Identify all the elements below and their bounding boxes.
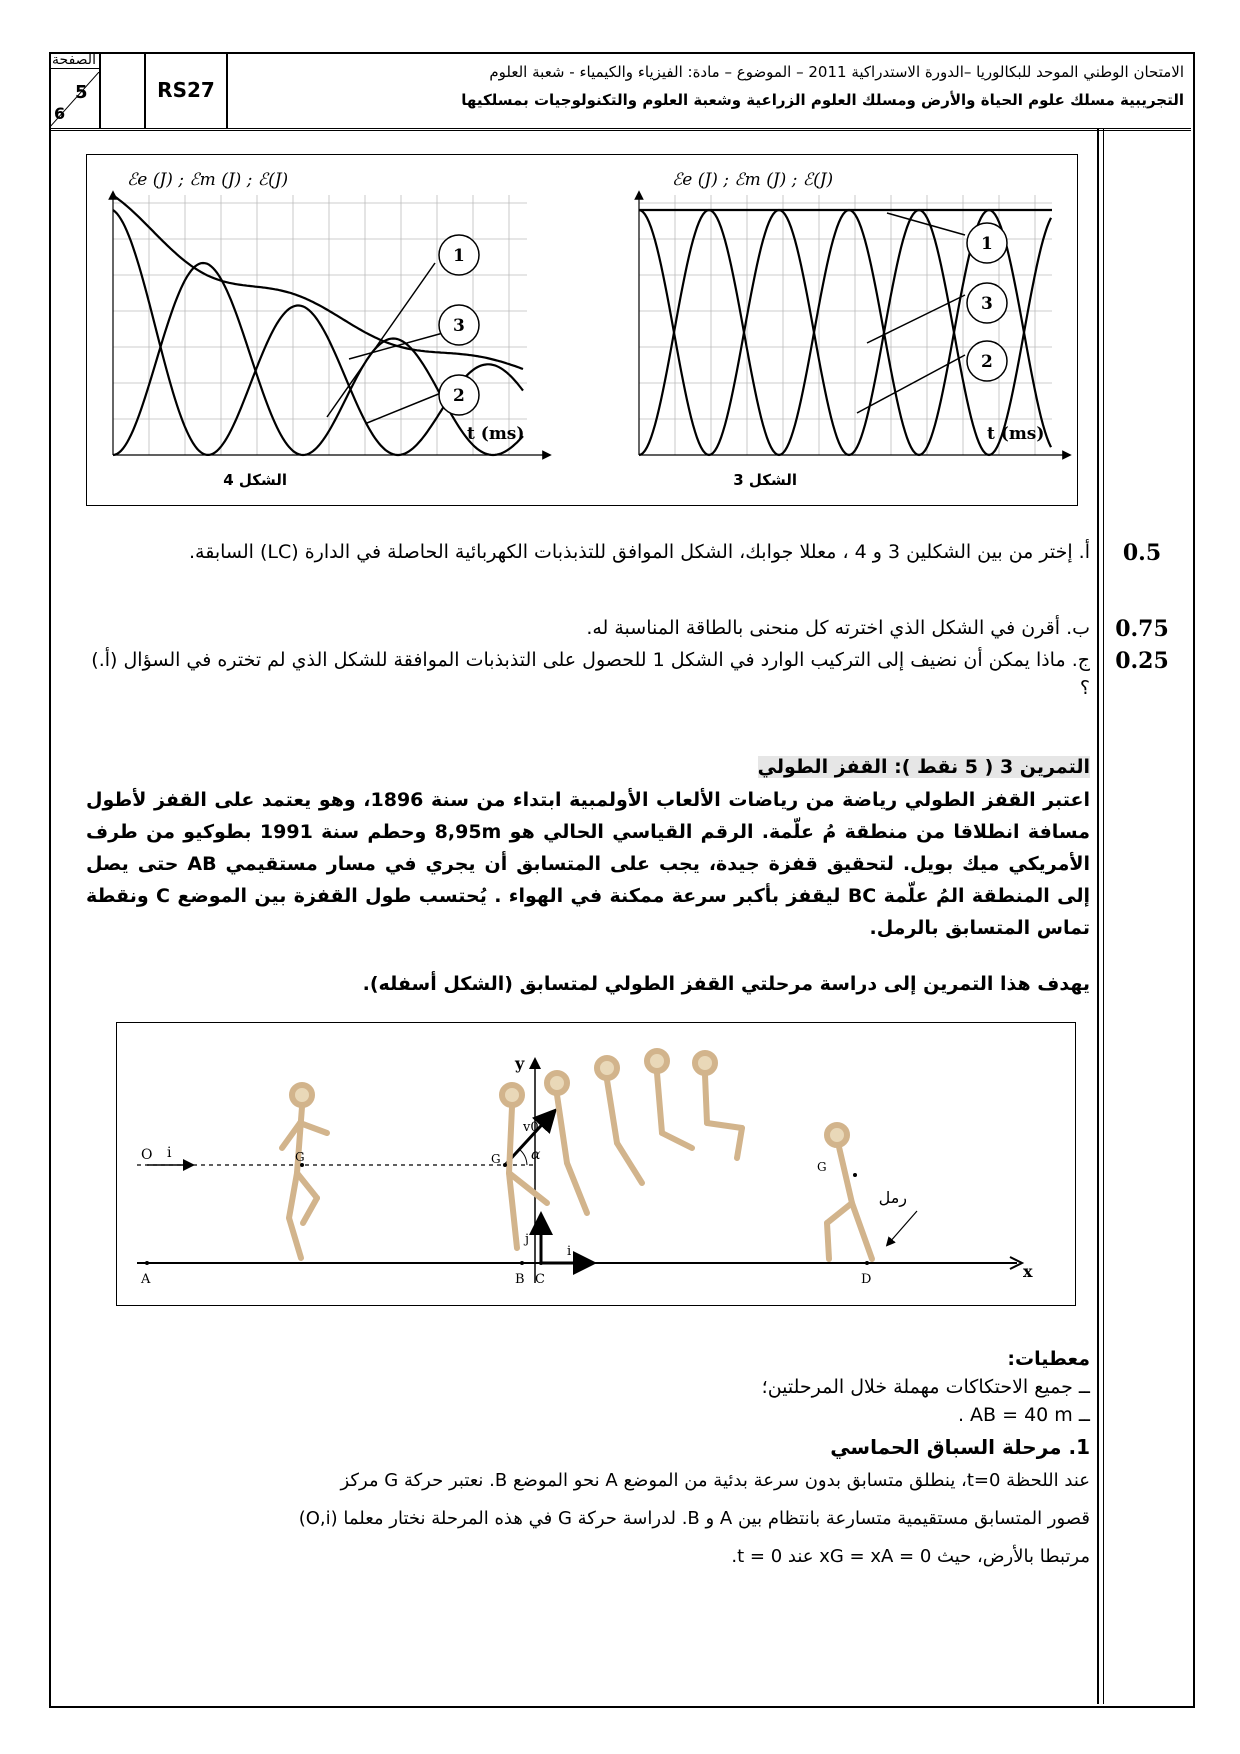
point-B-label: B — [515, 1272, 525, 1287]
fig4-y-axis-label: ℰe (J) ; ℰm (J) ; ℰ(J) — [127, 170, 289, 190]
score-column-border-inner — [1103, 128, 1104, 1704]
question-b: ب. أقرن في الشكل الذي اخترته كل منحنى بالطاقة المناسبة له. — [586, 617, 1090, 639]
question-c: ج. ماذا يمكن أن نضيف إلى التركيب الوارد في الشكل 1 للحصول على التذبذبات الموافقة للشكل الذي لم تختره في السؤال (أ.) ؟ — [91, 649, 1090, 699]
data-item-1: ــ جميع الاحتكاكات مهملة خلال المرحلتين؛ — [761, 1376, 1090, 1398]
fig3-x-axis-label: t (ms) — [987, 424, 1045, 444]
score-question-b: 0.75 — [1115, 616, 1169, 642]
long-jump-diagram — [117, 1023, 1075, 1305]
long-jump-figure — [116, 1022, 1076, 1306]
fig4-label-1: 1 — [453, 246, 465, 266]
athlete-running — [282, 1085, 327, 1258]
header-line-2: التجريبية مسلك علوم الحياة والأرض ومسلك العلوم الزراعية وشعبة العلوم والتكنولوجيات بمسلكيها — [461, 91, 1184, 109]
fig3-y-axis-label: ℰe (J) ; ℰm (J) ; ℰ(J) — [672, 170, 834, 190]
energy-graphs — [87, 155, 1077, 505]
exercise-goal: يهدف هذا التمرين إلى دراسة مرحلتي القفز الطولي لمتسابق (الشكل أسفله). — [362, 973, 1090, 995]
point-G-jump: G — [491, 1152, 501, 1166]
exercise-body: اعتبر القفز الطولي رياضة من رياضات الألعاب الأولمبية ابتداء من سنة 1896، وهو يعتمد على القفز لأطول مسافة انطلاقا من منطقة مُ علّمة. الرقم القياسي الحالي هو 8,95m وحطم سنة 1991 بطوكيو من طرف الأمريكي ميك بويل. لتحقيق قفزة جيدة، يجب على المتسابق أن يجري في مسار مستقيمي AB حتى يصل إلى المنطقة المُ علّمة BC ليقفز بأكبر سرعة ممكنة في الهواء . يُحتسب طول القفزة بين الموضع C ونقطة تماس المتسابق بالرمل. — [86, 789, 1091, 939]
part1-line-3: مرتبطا بالأرض، حيث xG = xA = 0 عند t = 0. — [731, 1546, 1090, 1567]
vector-i-label-bottom: i — [567, 1244, 572, 1259]
vector-j-label: j — [525, 1232, 530, 1247]
page-number-box — [49, 52, 101, 128]
sand-pointer — [889, 1211, 917, 1243]
athlete-landing — [827, 1125, 872, 1259]
fig3-label-3: 3 — [981, 294, 993, 314]
vector-i-label-top: i — [167, 1145, 172, 1161]
score-question-c: 0.25 — [1115, 648, 1169, 674]
origin-O-label: O — [141, 1147, 153, 1163]
point-A-label: A — [141, 1272, 151, 1287]
point-C-label: C — [535, 1272, 545, 1287]
page-total: 6 — [54, 104, 66, 123]
score-question-a: 0.5 — [1122, 540, 1162, 566]
fig4-x-axis-label: t (ms) — [467, 424, 525, 444]
fig3-caption: الشكل 3 — [733, 471, 797, 489]
fig3-label-2: 2 — [981, 352, 993, 372]
question-a: أ. إختر من بين الشكلين 3 و 4 ، معللا جوابك، الشكل الموافق للتذبذبات الكهربائية الحاصلة في الدارة (LC) السابقة. — [189, 541, 1090, 563]
fig4-curve-magnetic — [113, 263, 523, 455]
part1-line-1: عند اللحظة t=0، ينطلق متسابق بدون سرعة بدئية من الموضع A نحو الموضع B. نعتبر حركة G مركز — [340, 1470, 1090, 1491]
point-G-land: G — [817, 1160, 827, 1174]
page-label: الصفحة — [49, 52, 99, 69]
v0-label: v0 — [523, 1120, 539, 1135]
fig4-caption: الشكل 4 — [223, 471, 287, 489]
data-title: معطيات: — [1007, 1348, 1090, 1370]
page-header — [49, 52, 1191, 131]
data-item-2: ــ AB = 40 m . — [957, 1404, 1090, 1426]
point-G-run: G — [295, 1150, 305, 1164]
fig4-label-3: 3 — [453, 316, 465, 336]
point-D-label: D — [861, 1272, 872, 1287]
score-column-border — [1097, 128, 1099, 1704]
fig4-label-2: 2 — [453, 386, 465, 406]
figure-4-graph — [113, 195, 547, 455]
energy-figures-box — [86, 154, 1078, 506]
exercise-title: التمرين 3 ( 5 نقط ): القفز الطولي — [757, 756, 1090, 778]
header-text — [229, 58, 1184, 114]
part1-line-2: قصور المتسابق مستقيمية متسارعة بانتظام بين A و B. لدراسة حركة G في هذه المرحلة نختار معلما (O,i) — [298, 1508, 1090, 1529]
part1-title: 1. مرحلة السباق الحماسي — [830, 1435, 1090, 1459]
fig3-label-1: 1 — [981, 234, 993, 254]
exam-code: RS27 — [144, 52, 228, 128]
y-axis-label: y — [515, 1054, 525, 1073]
sand-label: رمل — [878, 1188, 907, 1207]
exercise-title-wrap — [86, 752, 1090, 782]
alpha-label: α — [531, 1147, 541, 1163]
header-line-1: الامتحان الوطني الموحد للبكالوريا –الدورة الاستدراكية 2011 – الموضوع – مادة: الفيزياء والكيمياء - شعبة العلوم — [489, 63, 1184, 81]
page-number: 5 — [75, 82, 88, 103]
x-axis-label: x — [1023, 1262, 1033, 1281]
